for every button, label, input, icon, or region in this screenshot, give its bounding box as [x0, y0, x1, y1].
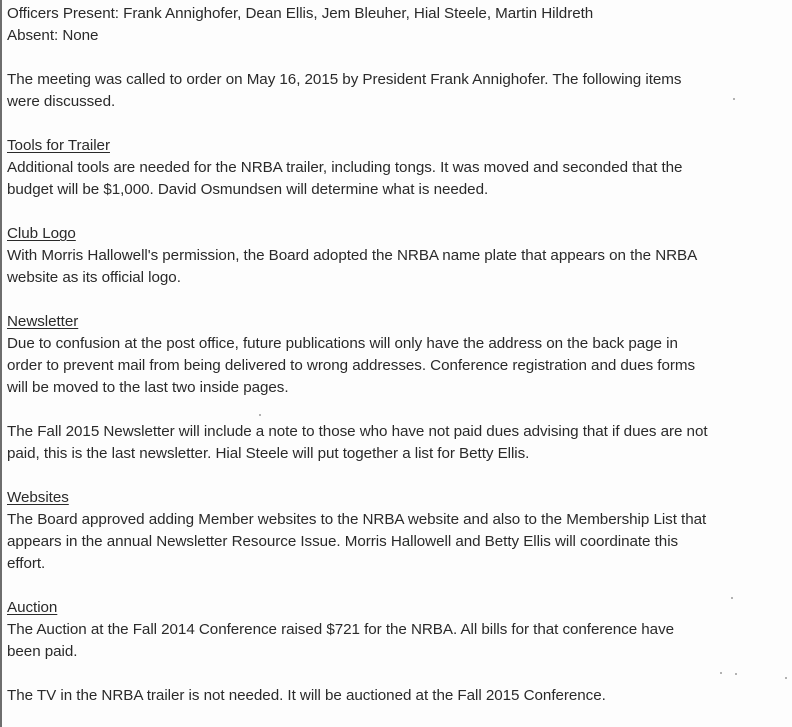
- paragraph-line: been paid.: [7, 643, 78, 660]
- section-auction: [7, 597, 792, 707]
- paragraph-line: The Fall 2015 Newsletter will include a note to those who have not paid dues advising that if dues are not: [7, 423, 708, 440]
- spacer: [7, 201, 792, 223]
- section-paragraph: [7, 157, 792, 201]
- paragraph-line: Additional tools are needed for the NRBA trailer, including tongs. It was moved and seconded that the: [7, 159, 683, 176]
- paragraph-line: website as its official logo.: [7, 269, 181, 286]
- paragraph-line: appears in the annual Newsletter Resource Issue. Morris Hallowell and Betty Ellis will coordinate this: [7, 533, 679, 550]
- section-heading: Club Logo: [7, 225, 76, 242]
- section-paragraph: [7, 509, 792, 575]
- paragraph-line: Due to confusion at the post office, future publications will only have the address on the back page in: [7, 335, 678, 352]
- attendance-block: [7, 3, 792, 47]
- section-paragraph: [7, 245, 792, 289]
- absent-line: Absent: None: [7, 27, 99, 44]
- spacer: [7, 289, 792, 311]
- spacer: [7, 47, 792, 69]
- spacer: [7, 575, 792, 597]
- paragraph-line: The TV in the NRBA trailer is not needed. It will be auctioned at the Fall 2015 Conference.: [7, 687, 606, 704]
- scan-speck: [735, 673, 737, 675]
- section-heading: Tools for Trailer: [7, 137, 110, 154]
- section-newsletter: [7, 311, 792, 465]
- section-websites: [7, 487, 792, 575]
- section-heading: Newsletter: [7, 313, 79, 330]
- spacer: [7, 663, 792, 685]
- officers-present-line: Officers Present: Frank Annighofer, Dean Ellis, Jem Bleuher, Hial Steele, Martin Hildreth: [7, 5, 594, 22]
- intro-paragraph: [7, 69, 792, 113]
- paragraph-line: order to prevent mail from being delivered to wrong addresses. Conference registration and dues forms: [7, 357, 696, 374]
- intro-line: were discussed.: [7, 93, 116, 110]
- section-tools-for-trailer: [7, 135, 792, 201]
- paragraph-line: The Auction at the Fall 2014 Conference raised $721 for the NRBA. All bills for that conference have: [7, 621, 675, 638]
- spacer: [7, 465, 792, 487]
- section-paragraph: [7, 685, 792, 707]
- scan-speck: [720, 672, 722, 674]
- scan-speck: [731, 597, 733, 599]
- section-paragraph: [7, 333, 792, 399]
- spacer: [7, 113, 792, 135]
- paragraph-line: The Board approved adding Member websites to the NRBA website and also to the Membership List that: [7, 511, 707, 528]
- paragraph-line: effort.: [7, 555, 46, 572]
- paragraph-line: budget will be $1,000. David Osmundsen will determine what is needed.: [7, 181, 489, 198]
- scan-speck: [785, 677, 787, 679]
- paragraph-line: With Morris Hallowell's permission, the Board adopted the NRBA name plate that appears on the NRBA: [7, 247, 698, 264]
- scan-speck: [733, 98, 735, 100]
- paragraph-line: paid, this is the last newsletter. Hial Steele will put together a list for Betty Ellis.: [7, 445, 530, 462]
- spacer: [7, 399, 792, 421]
- section-heading: Websites: [7, 489, 69, 506]
- minutes-body: [7, 3, 792, 707]
- paragraph-line: will be moved to the last two inside pages.: [7, 379, 289, 396]
- section-heading: Auction: [7, 599, 58, 616]
- section-paragraph: [7, 421, 792, 465]
- scan-speck: [259, 414, 261, 416]
- intro-line: The meeting was called to order on May 16, 2015 by President Frank Annighofer. The following items: [7, 71, 682, 88]
- section-paragraph: [7, 619, 792, 663]
- section-club-logo: [7, 223, 792, 289]
